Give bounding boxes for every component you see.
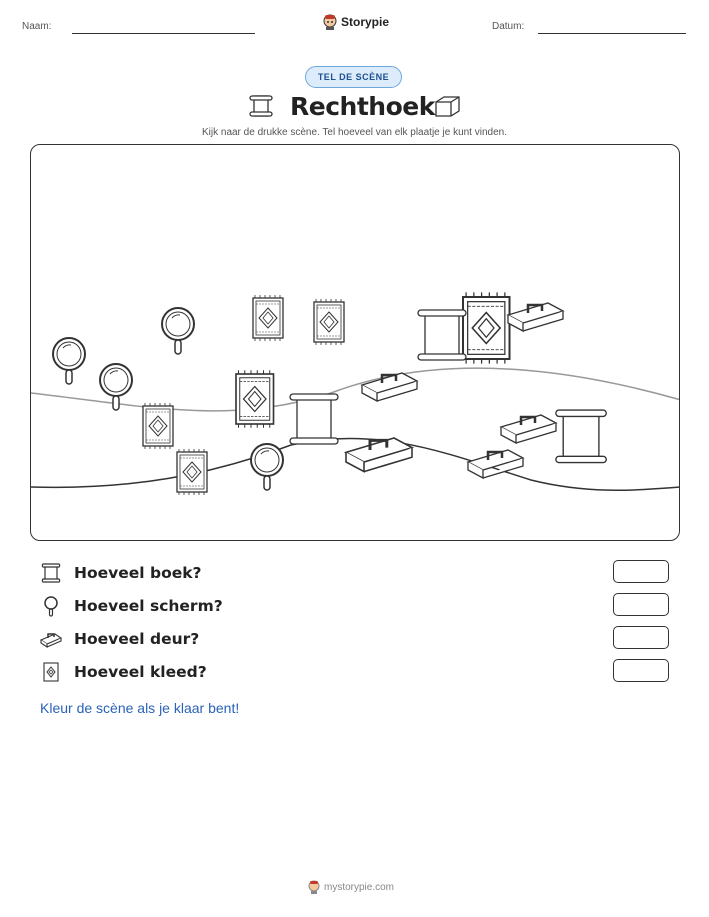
scene-magnifier	[53, 338, 85, 384]
brand-name: Storypie	[341, 15, 390, 29]
scene-rug	[463, 292, 510, 363]
scene-illustration	[31, 145, 680, 541]
page-title: Rechthoek	[290, 92, 435, 121]
scene-brick	[362, 373, 417, 401]
scene-brick	[468, 450, 523, 478]
question-row	[40, 626, 680, 652]
scene-brick	[346, 438, 412, 472]
site-url[interactable]: mystorypie.com	[324, 881, 395, 893]
answer-box[interactable]	[613, 626, 669, 649]
question-row	[40, 593, 680, 619]
date-line[interactable]	[538, 33, 686, 34]
site-footer	[308, 880, 394, 894]
scene-scroll	[556, 410, 606, 463]
scene-scroll	[418, 310, 466, 360]
question-text: Hoeveel kleed?	[74, 663, 207, 681]
scene-panel	[30, 144, 680, 541]
scene-brick	[508, 303, 563, 331]
scroll-icon	[248, 93, 274, 119]
scene-rug	[236, 370, 274, 428]
scene-magnifier	[162, 308, 194, 354]
scene-rug	[253, 295, 283, 341]
storypie-mascot-icon	[323, 14, 337, 30]
activity-badge: TEL DE SCÈNE	[305, 66, 402, 88]
scene-brick	[501, 415, 556, 443]
name-label: Naam:	[22, 21, 52, 32]
answer-box[interactable]	[613, 593, 669, 616]
scene-magnifier	[251, 444, 283, 490]
scene-rug	[143, 403, 173, 449]
question-text: Hoeveel deur?	[74, 630, 200, 648]
instructions: Kijk naar de drukke scène. Tel hoeveel van elk plaatje je kunt vinden.	[201, 127, 507, 138]
date-label: Datum:	[492, 21, 525, 32]
scene-magnifier	[100, 364, 132, 410]
brand-logo	[323, 14, 389, 30]
coloring-instruction: Kleur de scène als je klaar bent!	[40, 700, 240, 716]
scene-scroll	[290, 394, 338, 444]
brick-icon	[40, 628, 62, 650]
question-row	[40, 659, 680, 685]
question-text: Hoeveel scherm?	[74, 597, 223, 615]
answer-box[interactable]	[613, 560, 669, 583]
name-line[interactable]	[72, 33, 255, 34]
storypie-mascot-icon	[308, 880, 320, 894]
question-row	[40, 560, 680, 586]
scene-rug	[177, 449, 207, 495]
scroll-icon	[40, 562, 62, 584]
scene-rug	[314, 299, 344, 345]
rug-icon	[40, 661, 62, 683]
block-icon	[432, 94, 462, 118]
magnifier-icon	[40, 595, 62, 617]
question-text: Hoeveel boek?	[74, 564, 202, 582]
answer-box[interactable]	[613, 659, 669, 682]
